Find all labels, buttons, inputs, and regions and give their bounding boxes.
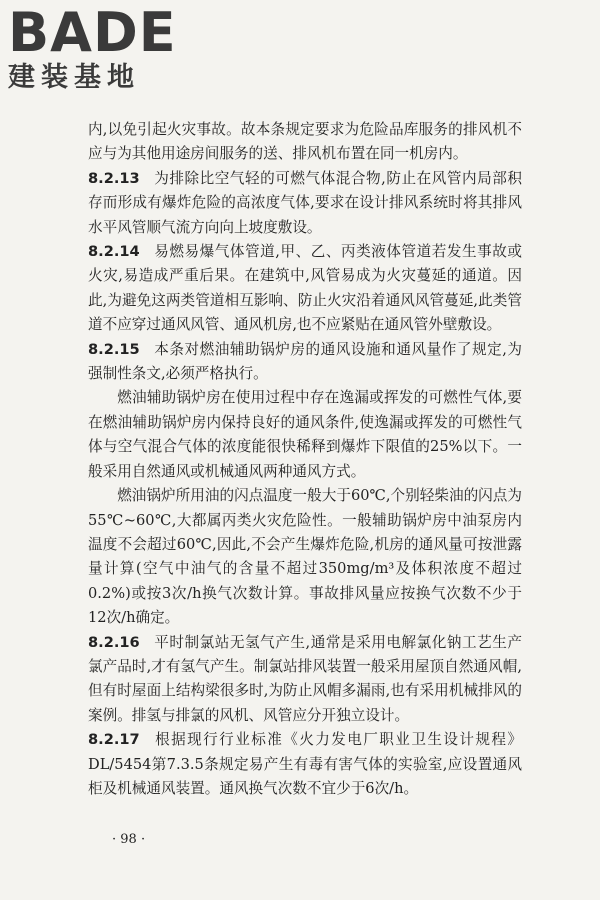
paragraph-4 <box>88 386 522 484</box>
paragraph-text: 燃油锅炉所用油的闪点温度一般大于60℃,个别轻柴油的闪点为55℃~60℃,大都属丙类火灾危险性。一般辅助锅炉房中油泵房内温度不会超过60℃,因此,不会产生爆炸危险,机房的通风量可按泄露量计算(空气中油气的含量不超过350mg/m³及体积浓度不超过0.2%)或按3次/h换气次数计算。事故排风量应按换气次数不少于12次/h确定。 <box>88 487 522 627</box>
clause-number: 8.2.16 <box>88 633 140 651</box>
clause-number: 8.2.13 <box>88 169 140 187</box>
clause-8-2-13 <box>88 167 522 240</box>
clause-8-2-15 <box>88 338 522 387</box>
paragraph-text: 为排除比空气轻的可燃气体混合物,防止在风管内局部积存而形成有爆炸危险的高浓度气体,要求在设计排风系统时将其排风水平风管顺气流方向向上坡度敷设。 <box>88 169 522 236</box>
page-number: · 98 · <box>112 832 146 847</box>
clause-8-2-16 <box>88 631 522 729</box>
paragraph-text: 易燃易爆气体管道,甲、乙、丙类液体管道若发生事故或火灾,易造成严重后果。在建筑中,风管易成为火灾蔓延的通道。因此,为避免这两类管道相互影响、防止火灾沿着通风风管蔓延,此类管道不应穿过通风风管、通风机房,也不应紧贴在通风管外壁敷设。 <box>88 243 522 334</box>
paragraph-5 <box>88 484 522 630</box>
paragraph-text: 根据现行行业标准《火力发电厂职业卫生设计规程》DL/5454第7.3.5条规定易产生有毒有害气体的实验室,应设置通风柜及机械通风装置。通风换气次数不宜少于6次/h。 <box>88 731 522 797</box>
paragraph-0 <box>88 118 522 167</box>
logo <box>8 1 178 94</box>
clause-number: 8.2.15 <box>88 340 140 358</box>
logo-sub-text: 建装基地 <box>8 62 140 93</box>
clause-number: 8.2.17 <box>88 731 140 749</box>
logo-main-text: BADE <box>8 1 177 64</box>
clause-8-2-14 <box>88 240 522 338</box>
paragraph-text: 本条对燃油辅助锅炉房的通风设施和通风量作了规定,为强制性条文,必须严格执行。 <box>88 340 522 383</box>
paragraph-text: 燃油辅助锅炉房在使用过程中存在逸漏或挥发的可燃性气体,要在燃油辅助锅炉房内保持良好的通风条件,使逸漏或挥发的可燃性气体与空气混合气体的浓度能很快稀释到爆炸下限值的25%以下。一般采用自然通风或机械通风两种通风方式。 <box>88 389 522 480</box>
page-body <box>88 118 522 801</box>
clause-number: 8.2.14 <box>88 243 140 261</box>
paragraph-text: 内,以免引起火灾事故。故本条规定要求为危险品库服务的排风机不应与为其他用途房间服务的送、排风机布置在同一机房内。 <box>88 121 522 163</box>
paragraph-text: 平时制氯站无氢气产生,通常是采用电解氯化钠工艺生产氯产品时,才有氢气产生。制氯站排风装置一般采用屋顶自然通风帽,但有时屋面上结构梁很多时,为防止风帽多漏雨,也有采用机械排风的案例。排氢与排氯的风机、风管应分开独立设计。 <box>88 633 522 724</box>
clause-8-2-17 <box>88 728 522 801</box>
